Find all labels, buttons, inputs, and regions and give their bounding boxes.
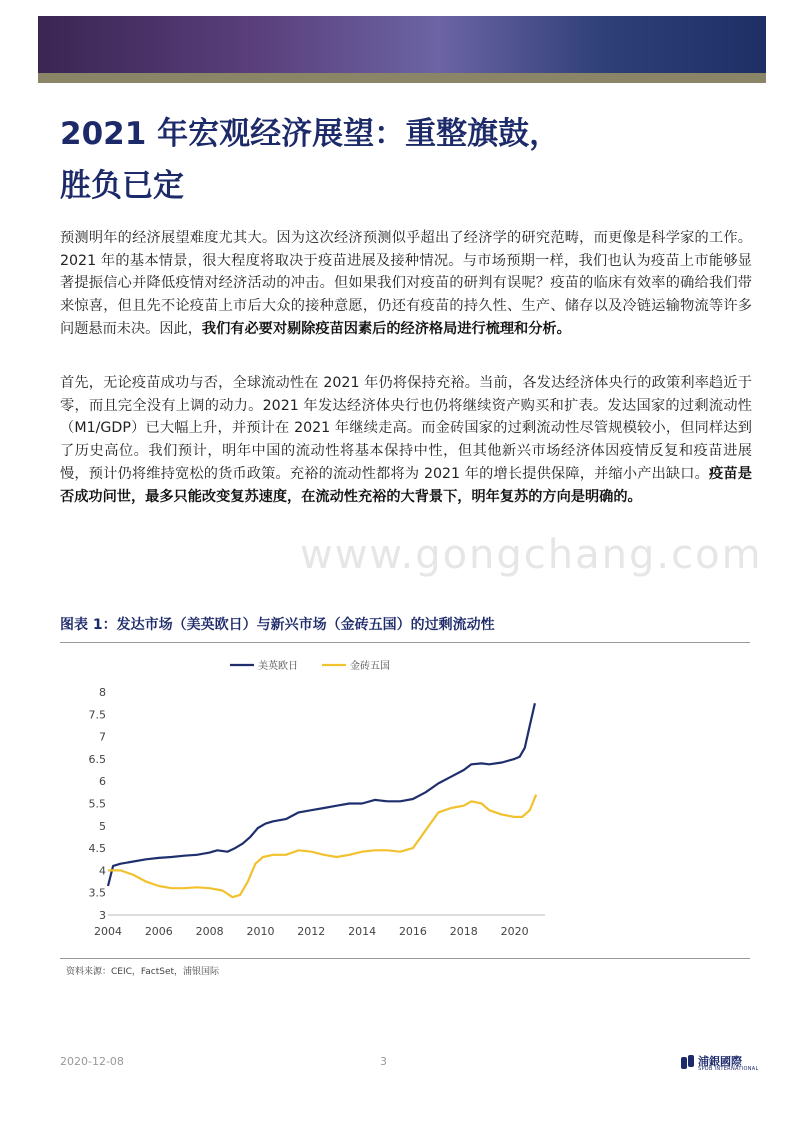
watermark: www.gongchang.com xyxy=(300,532,763,578)
x-tick-label: 2008 xyxy=(195,925,224,938)
figure-bottom-rule xyxy=(60,958,750,959)
y-tick-label: 8 xyxy=(99,686,106,699)
y-tick-label: 6.5 xyxy=(88,752,106,766)
title-line-1: 2021 年宏观经济展望：重整旗鼓， xyxy=(60,116,561,152)
paragraph-1-bold: 我们有必要对剔除疫苗因素后的经济格局进行梳理和分析。 xyxy=(201,320,571,337)
page-title xyxy=(60,108,750,212)
y-tick-label: 3.5 xyxy=(88,886,106,900)
title-line-2: 胜负已定 xyxy=(60,168,184,204)
x-tick-label: 2006 xyxy=(144,925,173,938)
y-tick-label: 7.5 xyxy=(88,708,106,722)
x-tick-label: 2018 xyxy=(449,925,478,938)
paragraph-1 xyxy=(60,227,752,341)
logo-text: 浦銀國際 xyxy=(698,1055,742,1068)
header-banner xyxy=(38,16,766,73)
y-tick-label: 3 xyxy=(99,909,106,922)
logo-subtext: SPDB INTERNATIONAL xyxy=(698,1066,759,1072)
x-tick-label: 2004 xyxy=(94,925,122,938)
paragraph-2-text: 首先，无论疫苗成功与否，全球流动性在 2021 年仍将保持充裕。当前，各发达经济体央行的政策利率趋近于零，而且完全没有上调的动力。2021 年发达经济体央行也仍将继续资产购买和扩表。发达国家的过剩流动性（M1/GDP）已大幅上升，并预计在 2021 年继续走高。而金砖国家的过剩流动性尽管规模较小，但同样达到了历史高位。我们预计，明年中国的流动性将基本保持中性，但其他新兴市场经济体因疫情反复和疫苗进展慢，预计仍将维持宽松的货币政策。充裕的流动性都将为 2021 年的增长提供保障，并缩小产出缺口。 xyxy=(60,375,752,482)
x-tick-label: 2010 xyxy=(246,925,275,938)
y-tick-label: 6 xyxy=(99,775,106,789)
page-number: 3 xyxy=(380,1055,387,1068)
series-line-2 xyxy=(108,795,536,898)
header-strip xyxy=(38,73,766,83)
y-tick-label: 5.5 xyxy=(88,797,106,811)
y-tick-label: 5 xyxy=(99,819,106,833)
company-logo xyxy=(680,1053,760,1075)
y-tick-label: 7 xyxy=(99,730,106,744)
x-tick-label: 2020 xyxy=(500,925,529,938)
figure-title: 图表 1：发达市场（美英欧日）与新兴市场（金砖五国）的过剩流动性 xyxy=(60,617,495,633)
legend-label-2: 金砖五国 xyxy=(350,661,390,672)
footer-date: 2020-12-08 xyxy=(60,1055,124,1068)
y-tick-label: 4 xyxy=(99,864,106,878)
y-tick-label: 4.5 xyxy=(88,842,106,856)
legend-label-1: 美英欧日 xyxy=(258,661,298,672)
logo-mark-icon xyxy=(680,1053,696,1073)
source-note: 资料来源：CEIC，FactSet，浦银国际 xyxy=(66,967,220,977)
figure-top-rule xyxy=(60,642,750,643)
paragraph-2-bold: 疫苗是否成功问世，最多只能改变复苏速度，在流动性充裕的大背景下，明年复苏的方向是明确的。 xyxy=(60,465,752,505)
x-tick-label: 2014 xyxy=(348,925,377,938)
series-line-1 xyxy=(108,703,535,886)
paragraph-1-text: 预测明年的经济展望难度尤其大。因为这次经济预测似乎超出了经济学的研究范畴，而更像是科学家的工作。2021 年的基本情景，很大程度将取决于疫苗进展及接种情况。与市场预期一样，我们也认为疫苗上市能够显著提振信心并降低疫情对经济活动的冲击。但如果我们对疫苗的研判有误呢？疫苗的临床有效率的确给我们带来惊喜，但且先不论疫苗上市后大众的接种意愿，仍还有疫苗的持久性、生产、储存以及冷链运输物流等许多问题悬而未决。因此， xyxy=(60,230,752,337)
x-tick-label: 2016 xyxy=(398,925,427,938)
liquidity-line-chart xyxy=(60,645,750,955)
x-tick-label: 2012 xyxy=(297,925,326,938)
paragraph-2 xyxy=(60,372,752,508)
